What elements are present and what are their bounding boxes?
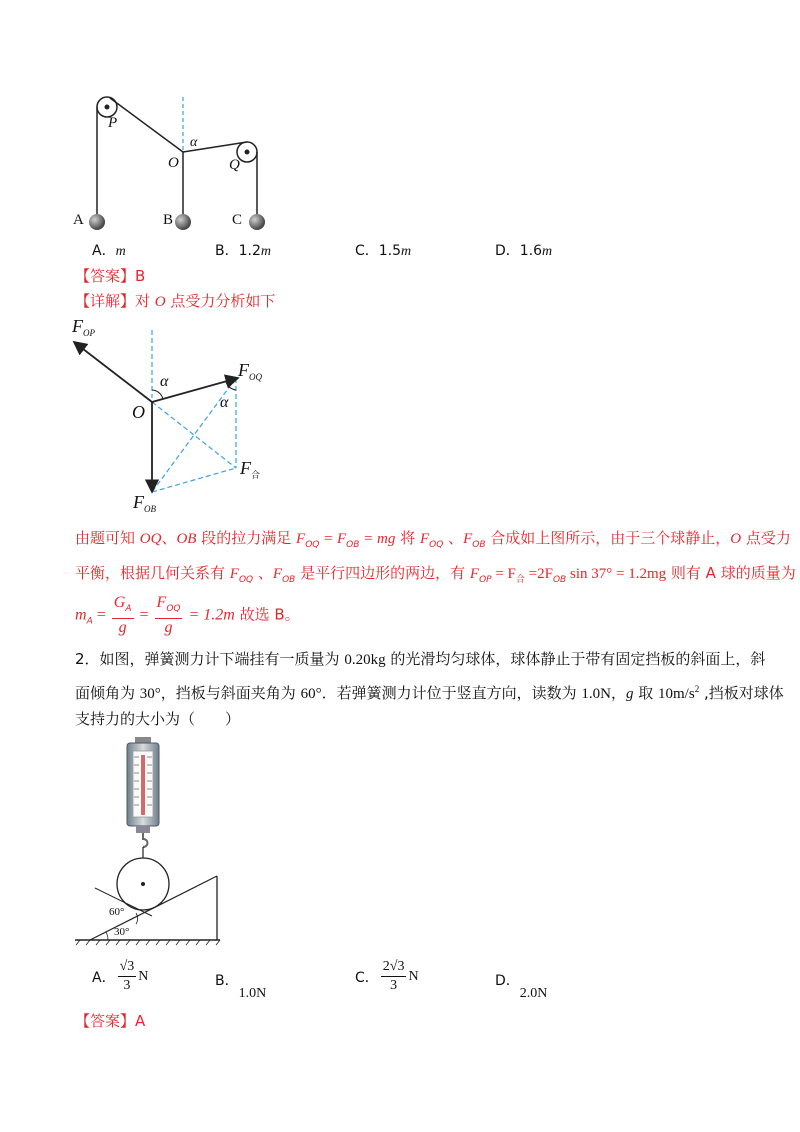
q2-option-d: D．2.0N (495, 973, 548, 1001)
q1-option-d: D．1.6m (495, 243, 553, 259)
q1-option-b: B．1.2m (215, 243, 271, 259)
q2-option-a: A． $\frac{√3}{3}$ N (92, 959, 149, 993)
explanation-line-3: $m_A$ = $\frac{G_A}{g}$ = $\frac{F_{OQ}}{g}$ = 1.2m 故选 B。 (75, 594, 300, 636)
label-fop: $F_{OP}$ (72, 316, 95, 338)
label-p: P (108, 115, 118, 131)
q2-line-3: 支持力的大小为（ ） (75, 710, 241, 728)
answer-2: 【答案】A (75, 1012, 146, 1030)
label-a: A (73, 212, 84, 228)
q2-option-b: B．1.0N (215, 973, 267, 1001)
label-b: B (163, 212, 174, 228)
q2-line-1: 2．如图，弹簧测力计下端挂有一质量为 0.20kg 的光滑均匀球体，球体静止于带有固定挡板的斜面上，斜 (75, 650, 766, 668)
answer-1: 【答案】B (75, 267, 146, 285)
label-alpha-a: α (160, 373, 169, 390)
force-diagram (60, 320, 300, 520)
label-o: O (168, 155, 179, 171)
label-fob: $F_{OB}$ (133, 492, 156, 514)
explanation-line-1: 由题可知 OQ、OB 段的拉力满足 $F_{OQ} = F_{OB}$ = mg 将 $F_{OQ}$ 、$F_{OB}$ 合成如上图所示，由于三个球静止，O 点受力 (75, 529, 791, 550)
label-fhe: $F_合$ (240, 458, 261, 480)
label-q: Q (229, 157, 240, 173)
label-60deg: 60° (109, 906, 125, 918)
incline-figure (70, 735, 250, 950)
label-foq: $F_{OQ}$ (238, 360, 262, 382)
q1-option-c: C．1.5m (355, 243, 412, 259)
explanation-line-2: 平衡，根据几何关系有 $F_{OQ}$ 、$F_{OB}$ 是平行四边形的两边，有 $F_{OP} = F_合 =2F_{OB}$ sin 37° = 1.2mg 则有 A 球的质量为 (75, 564, 796, 585)
label-o2: O (132, 402, 145, 422)
pulley-figure (70, 92, 300, 242)
q2-option-c: C． $\frac{2√3}{3}$ N (355, 959, 419, 993)
label-30deg: 30° (114, 926, 130, 938)
label-alpha-b: α (220, 394, 229, 411)
q1-option-a: A．m (92, 243, 126, 259)
detail-heading: 【详解】对 O 点受力分析如下 (75, 292, 276, 310)
q2-line-2: 面倾角为 30°，挡板与斜面夹角为 60°．若弹簧测力计位于竖直方向，读数为 1.0N，g 取 $10m/s^2$ ,挡板对球体 (75, 684, 784, 702)
label-c: C (232, 212, 243, 228)
label-alpha: α (190, 135, 198, 150)
